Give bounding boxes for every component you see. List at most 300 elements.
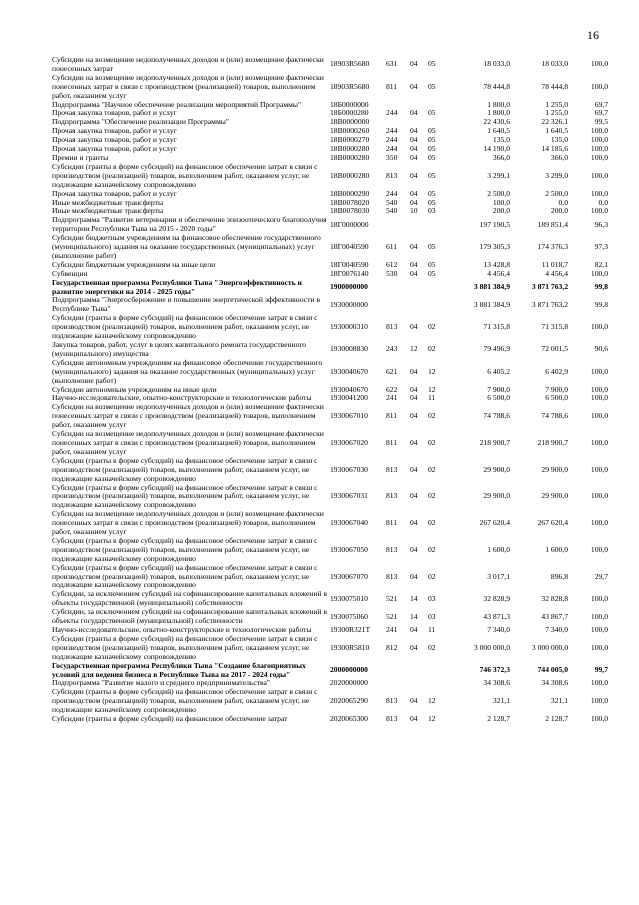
row-actual-amount: 2 128,7: [545, 714, 568, 724]
row-code: 1930075060: [330, 611, 368, 621]
row-expense-type: 243: [386, 344, 398, 354]
row-expense-type: 813: [386, 544, 398, 554]
row-actual-amount: 267 620,4: [537, 518, 568, 528]
row-code: 1930000310: [330, 322, 368, 332]
row-percent: 99,7: [594, 665, 608, 675]
row-planned-amount: 100,0: [492, 197, 510, 207]
row-code: 1930067070: [330, 571, 368, 581]
row-name: Иные межбюджетные трансферты: [52, 197, 164, 207]
table-row: [52, 484, 608, 511]
row-planned-amount: 78 444,8: [483, 81, 510, 91]
row-percent: 29,7: [594, 571, 608, 581]
row-actual-amount: 32 828,8: [541, 593, 568, 603]
row-actual-amount: 34 308,6: [541, 678, 568, 688]
row-planned-amount: 218 900,7: [479, 437, 510, 447]
row-code: 18Г0000000: [330, 219, 369, 229]
row-name: Субсидии, за исключением субсидий на софинансирование капитальных вложений в объекты государственной (муниципальной) собственности: [52, 607, 328, 626]
row-section: 04: [410, 126, 418, 136]
row-code: 19300R321T: [330, 625, 371, 634]
row-name: Научно-исследовательские, опытно-конструкторские и технологические работы: [52, 625, 312, 634]
row-name: Субсидии (гранты в форме субсидий) на финансовое обеспечение затрат в связи с производством (реализацией) товаров, выполнением работ, оказанием услуг, не подлежащие казначейскому сопровождению: [52, 161, 318, 189]
row-name: Субсидии на возмещение недополученных доходов и (или) возмещение фактически понесенных затрат в связи с производством (реализацией) товаров, выполнением работ, оказанием услуг: [52, 429, 324, 456]
row-section: 04: [410, 242, 418, 252]
row-code: 18903R5680: [330, 81, 370, 91]
row-expense-type: 241: [386, 393, 398, 403]
row-code: 18903R5680: [330, 59, 370, 69]
table-row: [52, 359, 608, 386]
row-actual-amount: 71 315,8: [541, 322, 568, 332]
row-actual-amount: 189 851,4: [537, 219, 568, 229]
row-section: 14: [410, 593, 418, 603]
table-row: [52, 662, 608, 680]
row-subsection: 05: [428, 170, 436, 180]
row-actual-amount: 3 871 763,2: [531, 299, 568, 309]
row-subsection: 05: [428, 144, 436, 154]
row-expense-type: 530: [386, 268, 398, 278]
row-expense-type: 813: [386, 696, 398, 706]
row-code: 1900000000: [330, 282, 368, 292]
table-row: [52, 296, 608, 314]
row-expense-type: 521: [386, 593, 398, 603]
row-name: Субсидии (гранты в форме субсидий) на финансовое обеспечение затрат в связи с производством (реализацией) товаров, выполнением работ, оказанием услуг, не подлежащие казначейскому сопровождению: [52, 687, 318, 715]
row-code: 19300R5810: [330, 642, 370, 652]
row-actual-amount: 7 900,0: [545, 384, 568, 394]
row-expense-type: 540: [386, 206, 398, 216]
row-name: Подпрограмма "Обеспечение реализации Программы": [52, 117, 229, 127]
row-code: 2020000000: [330, 678, 368, 688]
row-code: 1930000000: [330, 299, 368, 309]
row-planned-amount: 34 308,6: [483, 678, 510, 688]
budget-table: [52, 56, 608, 724]
row-section: 04: [410, 108, 418, 118]
row-section: 04: [410, 322, 418, 332]
row-planned-amount: 79 496,9: [483, 344, 510, 354]
row-subsection: 05: [428, 152, 436, 162]
row-actual-amount: 896,8: [550, 571, 568, 581]
row-planned-amount: 197 190,5: [479, 219, 510, 229]
row-planned-amount: 14 190,0: [483, 144, 510, 154]
row-name: Прочая закупка товаров, работ и услуг: [52, 135, 177, 145]
row-code: 18Г0076140: [330, 268, 369, 278]
row-percent: 0,0: [598, 197, 608, 207]
row-section: 04: [410, 625, 418, 634]
row-section: 04: [410, 259, 418, 269]
row-planned-amount: 43 871,3: [483, 611, 510, 621]
table-row: [52, 715, 608, 724]
row-subsection: 02: [428, 437, 436, 447]
row-planned-amount: 3 299,1: [487, 170, 510, 180]
row-name: Субсидии на возмещение недополученных доходов и (или) возмещение фактически понесенных затрат: [52, 55, 324, 73]
row-percent: 100,0: [590, 152, 608, 162]
row-percent: 100,0: [590, 384, 608, 394]
row-expense-type: 622: [386, 384, 398, 394]
row-percent: 97,3: [594, 242, 608, 252]
row-actual-amount: 72 001,5: [541, 344, 568, 354]
row-expense-type: 244: [386, 126, 398, 136]
row-subsection: 12: [428, 366, 436, 376]
row-expense-type: 813: [386, 464, 398, 474]
row-expense-type: 631: [386, 59, 398, 69]
row-actual-amount: 218 900,7: [537, 437, 568, 447]
row-code: 18В0000000: [330, 117, 370, 127]
table-row: [52, 403, 608, 430]
row-percent: 100,0: [590, 544, 608, 554]
table-row: [52, 279, 608, 297]
row-name: Подпрограмма "Развитие ветеринарии и обеспечение эпизоотического благополучия территории Республики Тыва на 2015 - 2020 годы": [52, 215, 327, 234]
page-number: 16: [587, 28, 599, 42]
row-name: Субсидии (гранты в форме субсидий) на финансовое обеспечение затрат в связи с производством (реализацией) товаров, выполнением работ, оказанием услуг, не подлежащие казначейскому сопровождению: [52, 633, 318, 661]
row-subsection: 05: [428, 135, 436, 145]
row-subsection: 02: [428, 544, 436, 554]
row-planned-amount: 3 017,1: [487, 571, 510, 581]
row-name: Субсидии на возмещение недополученных доходов и (или) возмещение фактически понесенных затрат в связи с производством (реализацией) товаров, выполнением работ, оказанием услуг: [52, 72, 324, 100]
row-name: Субсидии автономным учреждениям на иные цели: [52, 384, 217, 394]
row-name: Субсидии автономным учреждениям на финансовое обеспечение государственного (муниципального) задания на оказание государственных (муниципальных) услуг (выполнение работ): [52, 357, 323, 385]
row-expense-type: 611: [386, 242, 398, 252]
row-section: 12: [410, 344, 418, 354]
row-subsection: 02: [428, 571, 436, 581]
row-expense-type: 813: [386, 322, 398, 332]
row-subsection: 12: [428, 384, 436, 394]
row-code: 1930067031: [330, 491, 368, 501]
row-code: 1930040670: [330, 384, 368, 394]
row-planned-amount: 74 788,6: [483, 411, 510, 421]
row-actual-amount: 29 900,0: [541, 491, 568, 501]
row-section: 04: [410, 144, 418, 154]
row-expense-type: 521: [386, 611, 398, 621]
row-code: 18В0078030: [330, 206, 370, 216]
row-expense-type: 811: [386, 437, 398, 447]
row-code: 1930008830: [330, 344, 368, 354]
row-planned-amount: 2 128,7: [487, 714, 510, 724]
row-expense-type: 612: [386, 259, 398, 269]
table-row: [52, 74, 608, 101]
row-percent: 100,0: [590, 206, 608, 216]
row-subsection: 05: [428, 259, 436, 269]
row-section: [410, 662, 428, 680]
row-actual-amount: 3 299,0: [545, 170, 568, 180]
row-planned-amount: 1 640,5: [487, 126, 510, 136]
row-actual-amount: 6 402,9: [545, 366, 568, 376]
row-code: 2000000000: [330, 665, 368, 675]
row-section: 04: [410, 642, 418, 652]
row-actual-amount: 200,0: [550, 206, 568, 216]
row-subsection: 03: [428, 611, 436, 621]
row-code: 1930041200: [330, 393, 368, 403]
row-percent: 100,0: [590, 126, 608, 136]
row-percent: 100,0: [590, 464, 608, 474]
row-percent: 100,0: [590, 135, 608, 145]
row-section: 04: [410, 518, 418, 528]
row-planned-amount: 7 900,0: [487, 384, 510, 394]
row-planned-amount: 1 800,0: [487, 99, 510, 109]
row-section: 04: [410, 544, 418, 554]
row-expense-type: 244: [386, 135, 398, 145]
row-actual-amount: 366,0: [550, 152, 568, 162]
row-name: Подпрограмма "Энергосбережение и повышение энергетической эффективности в Республике Тыва": [52, 295, 321, 314]
row-name: Закупка товаров, работ, услуг в целях капитального ремонта государственного (муниципального) имущества: [52, 340, 307, 358]
row-planned-amount: 366,0: [492, 152, 510, 162]
row-percent: 82,1: [594, 259, 608, 269]
row-expense-type: 811: [386, 518, 398, 528]
row-name: Субсидии на возмещение недополученных доходов и (или) возмещение фактически понесенных затрат в связи с производством (реализацией) товаров, выполнением работ, оказанием услуг: [52, 509, 324, 537]
row-expense-type: 813: [386, 571, 398, 581]
row-expense-type: 813: [386, 170, 398, 180]
table-row: [52, 635, 608, 662]
row-subsection: 11: [428, 625, 436, 634]
row-expense-type: 241: [386, 625, 398, 634]
row-percent: 100,0: [590, 593, 608, 603]
row-actual-amount: 11 018,7: [541, 259, 568, 269]
row-actual-amount: 18 033,0: [541, 59, 568, 69]
row-code: 18Б0000280: [330, 108, 369, 118]
row-subsection: 02: [428, 464, 436, 474]
row-code: 1930067030: [330, 464, 368, 474]
row-code: 1930067050: [330, 544, 368, 554]
table-row: [52, 457, 608, 484]
row-actual-amount: 744 005,0: [537, 665, 568, 675]
row-section: 04: [410, 59, 418, 69]
row-planned-amount: 3 000 000,0: [473, 642, 510, 652]
row-expense-type: [386, 296, 410, 314]
row-subsection: 02: [428, 322, 436, 332]
row-subsection: 05: [428, 81, 436, 91]
row-percent: 100,0: [590, 437, 608, 447]
row-expense-type: 244: [386, 188, 398, 198]
row-code: 18В0000280: [330, 144, 370, 154]
row-planned-amount: 746 372,3: [479, 665, 510, 675]
row-percent: 100,0: [590, 696, 608, 706]
row-percent: 100,0: [590, 625, 608, 634]
row-section: 04: [410, 384, 418, 394]
row-section: 14: [410, 611, 418, 621]
row-name: Субсидии бюджетным учреждениям на финансовое обеспечение государственного (муниципального) задания на оказание государственных (муниципальных) услуг (выполнение работ): [52, 233, 321, 260]
row-percent: 100,0: [590, 611, 608, 621]
table-row: [52, 56, 608, 74]
row-subsection: 05: [428, 59, 436, 69]
row-planned-amount: 267 620,4: [479, 518, 510, 528]
row-planned-amount: 29 900,0: [483, 491, 510, 501]
row-actual-amount: 321,1: [550, 696, 568, 706]
row-section: 04: [410, 170, 418, 180]
row-percent: 100,0: [590, 170, 608, 180]
row-planned-amount: 3 881 384,9: [473, 299, 510, 309]
row-planned-amount: 32 828,9: [483, 593, 510, 603]
row-section: 04: [410, 437, 418, 447]
row-section: 04: [410, 152, 418, 162]
row-subsection: 02: [428, 642, 436, 652]
row-expense-type: 813: [386, 491, 398, 501]
row-name: Субвенции: [52, 268, 88, 278]
row-name: Субсидии на возмещение недополученных доходов и (или) возмещение фактически понесенных затрат в связи с производством (реализацией) товаров, выполнением работ, оказанием услуг: [52, 402, 324, 430]
row-expense-type: 621: [386, 366, 398, 376]
row-expense-type: [386, 279, 410, 297]
budget-table-body: [52, 56, 608, 724]
table-row: [52, 510, 608, 537]
row-actual-amount: 43 867,7: [541, 611, 568, 621]
row-percent: 100,0: [590, 678, 608, 688]
row-actual-amount: 3 871 763,2: [531, 282, 568, 292]
row-code: 1930067020: [330, 437, 368, 447]
table-row: [52, 430, 608, 457]
row-subsection: 02: [428, 411, 436, 421]
row-percent: 99,5: [594, 117, 608, 127]
row-code: 1930075010: [330, 593, 368, 603]
row-subsection: 05: [428, 188, 436, 198]
row-code: 1930067010: [330, 411, 368, 421]
table-row: [52, 688, 608, 715]
row-actual-amount: 1 640,5: [545, 126, 568, 136]
row-expense-type: 811: [386, 81, 398, 91]
row-planned-amount: 200,0: [492, 206, 510, 216]
row-code: 18В0000260: [330, 126, 370, 136]
row-planned-amount: 3 881 384,9: [473, 282, 510, 292]
row-subsection: 02: [428, 344, 436, 354]
row-actual-amount: 78 444,8: [541, 81, 568, 91]
row-code: 18В0078020: [330, 197, 370, 207]
row-percent: 99,8: [594, 299, 608, 309]
row-name: Субсидии (гранты в форме субсидий) на финансовое обеспечение затрат в связи с производством (реализацией) товаров, выполнением работ, оказанием услуг, не подлежащие казначейскому сопровождению: [52, 455, 318, 483]
row-percent: 69,7: [594, 108, 608, 118]
row-section: 04: [410, 393, 418, 403]
row-subsection: [428, 662, 456, 680]
row-planned-amount: 2 500,0: [487, 188, 510, 198]
row-name: Субсидии (гранты в форме субсидий) на финансовое обеспечение затрат в связи с производством (реализацией) товаров, выполнением работ, оказанием услуг, не подлежащие казначейскому сопровождению: [52, 562, 318, 590]
row-section: [410, 679, 428, 688]
table-row: [52, 314, 608, 341]
row-section: 04: [410, 491, 418, 501]
row-planned-amount: 4 456,4: [487, 268, 510, 278]
row-expense-type: 350: [386, 152, 398, 162]
row-expense-type: [386, 679, 410, 688]
row-name: Государственная программа Республики Тыва "Энергоэффективность и развитие энергетики на 2014 - 2025 годы": [52, 277, 302, 296]
row-planned-amount: 135,0: [492, 135, 510, 145]
row-section: 04: [410, 696, 418, 706]
row-planned-amount: 22 430,6: [483, 117, 510, 127]
row-section: 04: [410, 714, 418, 724]
row-expense-type: 811: [386, 411, 398, 421]
row-subsection: 05: [428, 126, 436, 136]
row-section: 04: [410, 411, 418, 421]
row-actual-amount: 74 788,6: [541, 411, 568, 421]
row-planned-amount: 71 315,8: [483, 322, 510, 332]
row-percent: 100,0: [590, 411, 608, 421]
table-row: [52, 608, 608, 626]
row-subsection: 03: [428, 593, 436, 603]
table-row: [52, 341, 608, 359]
row-percent: 69,7: [594, 99, 608, 109]
row-name: Государственная программа Республики Тыва "Создание благоприятных условий для ведения бизнеса в Республике Тыва на 2017 - 2024 годы": [52, 660, 306, 679]
row-name: Субсидии (гранты в форме субсидий) на финансовое обеспечение затрат в связи с производством (реализацией) товаров, выполнением работ, оказанием услуг, не подлежащие казначейскому сопровождению: [52, 535, 318, 563]
row-actual-amount: 14 185,6: [541, 144, 568, 154]
row-subsection: 05: [428, 268, 436, 278]
row-code: 18В0000290: [330, 188, 370, 198]
row-percent: 100,0: [590, 491, 608, 501]
row-code: 18В0000270: [330, 135, 370, 145]
row-name: Субсидии (гранты в форме субсидий) на финансовое обеспечение затрат в связи с производством (реализацией) товаров, выполнением работ, оказанием услуг, не подлежащие казначейскому сопровождению: [52, 313, 318, 341]
row-actual-amount: 3 000 000,0: [531, 642, 568, 652]
row-actual-amount: 6 500,0: [545, 393, 568, 403]
row-subsection: [428, 279, 456, 297]
row-subsection: 11: [428, 393, 436, 403]
row-code: 1930067040: [330, 518, 368, 528]
row-code: 18Б0000000: [330, 99, 369, 109]
row-section: 04: [410, 268, 418, 278]
row-code: 1930040670: [330, 366, 368, 376]
row-name: Прочая закупка товаров, работ и услуг: [52, 126, 177, 136]
row-section: 04: [410, 81, 418, 91]
row-planned-amount: 179 305,3: [479, 242, 510, 252]
row-actual-amount: 174 376,3: [537, 242, 568, 252]
row-subsection: 05: [428, 108, 436, 118]
row-section: [410, 216, 428, 234]
row-subsection: 02: [428, 491, 436, 501]
row-section: 04: [410, 135, 418, 145]
row-expense-type: 540: [386, 197, 398, 207]
row-section: 04: [410, 197, 418, 207]
row-percent: 100,0: [590, 393, 608, 403]
row-subsection: 03: [428, 206, 436, 216]
row-subsection: [428, 679, 456, 688]
row-name: Прочая закупка товаров, работ и услуг: [52, 144, 177, 154]
row-code: 2020065300: [330, 714, 368, 724]
row-section: [410, 296, 428, 314]
row-code: 2020065290: [330, 696, 368, 706]
row-name: Подпрограмма "Развитие малого и среднего предпринимательства": [52, 678, 270, 688]
row-name: Прочая закупка товаров, работ и услуг: [52, 188, 177, 198]
row-subsection: 05: [428, 242, 436, 252]
row-percent: 96,3: [594, 219, 608, 229]
row-percent: 100,0: [590, 714, 608, 724]
row-name: Субсидии (гранты в форме субсидий) на финансовое обеспечение затрат: [52, 714, 288, 724]
row-percent: 90,6: [594, 344, 608, 354]
row-actual-amount: 1 255,0: [545, 99, 568, 109]
row-section: 10: [410, 206, 418, 216]
row-actual-amount: 1 600,0: [545, 544, 568, 554]
row-subsection: 12: [428, 696, 436, 706]
row-section: 04: [410, 464, 418, 474]
row-percent: 100,0: [590, 268, 608, 278]
row-planned-amount: 1 800,0: [487, 108, 510, 118]
row-section: 04: [410, 188, 418, 198]
row-actual-amount: 135,0: [550, 135, 568, 145]
table-row: [52, 590, 608, 608]
row-percent: 100,0: [590, 59, 608, 69]
row-subsection: 02: [428, 518, 436, 528]
row-planned-amount: 6 405,2: [487, 366, 510, 376]
table-row: [52, 564, 608, 591]
row-percent: 100,0: [590, 366, 608, 376]
row-percent: 100,0: [590, 81, 608, 91]
row-section: 04: [410, 571, 418, 581]
row-planned-amount: 18 033,0: [483, 59, 510, 69]
row-planned-amount: 13 428,8: [483, 259, 510, 269]
row-name: Прочая закупка товаров, работ и услуг: [52, 108, 177, 118]
row-expense-type: 244: [386, 144, 398, 154]
row-expense-type: [386, 662, 410, 680]
row-name: Научно-исследовательские, опытно-конструкторские и технологические работы: [52, 393, 312, 403]
row-actual-amount: 0,0: [558, 197, 568, 207]
row-planned-amount: 321,1: [492, 696, 510, 706]
row-expense-type: 813: [386, 714, 398, 724]
table-row: [52, 537, 608, 564]
row-code: 18Г0040590: [330, 259, 369, 269]
row-expense-type: 244: [386, 108, 398, 118]
row-actual-amount: 7 340,0: [545, 625, 568, 634]
row-planned-amount: 1 600,0: [487, 544, 510, 554]
row-actual-amount: 22 326,1: [541, 117, 568, 127]
row-expense-type: [386, 216, 410, 234]
